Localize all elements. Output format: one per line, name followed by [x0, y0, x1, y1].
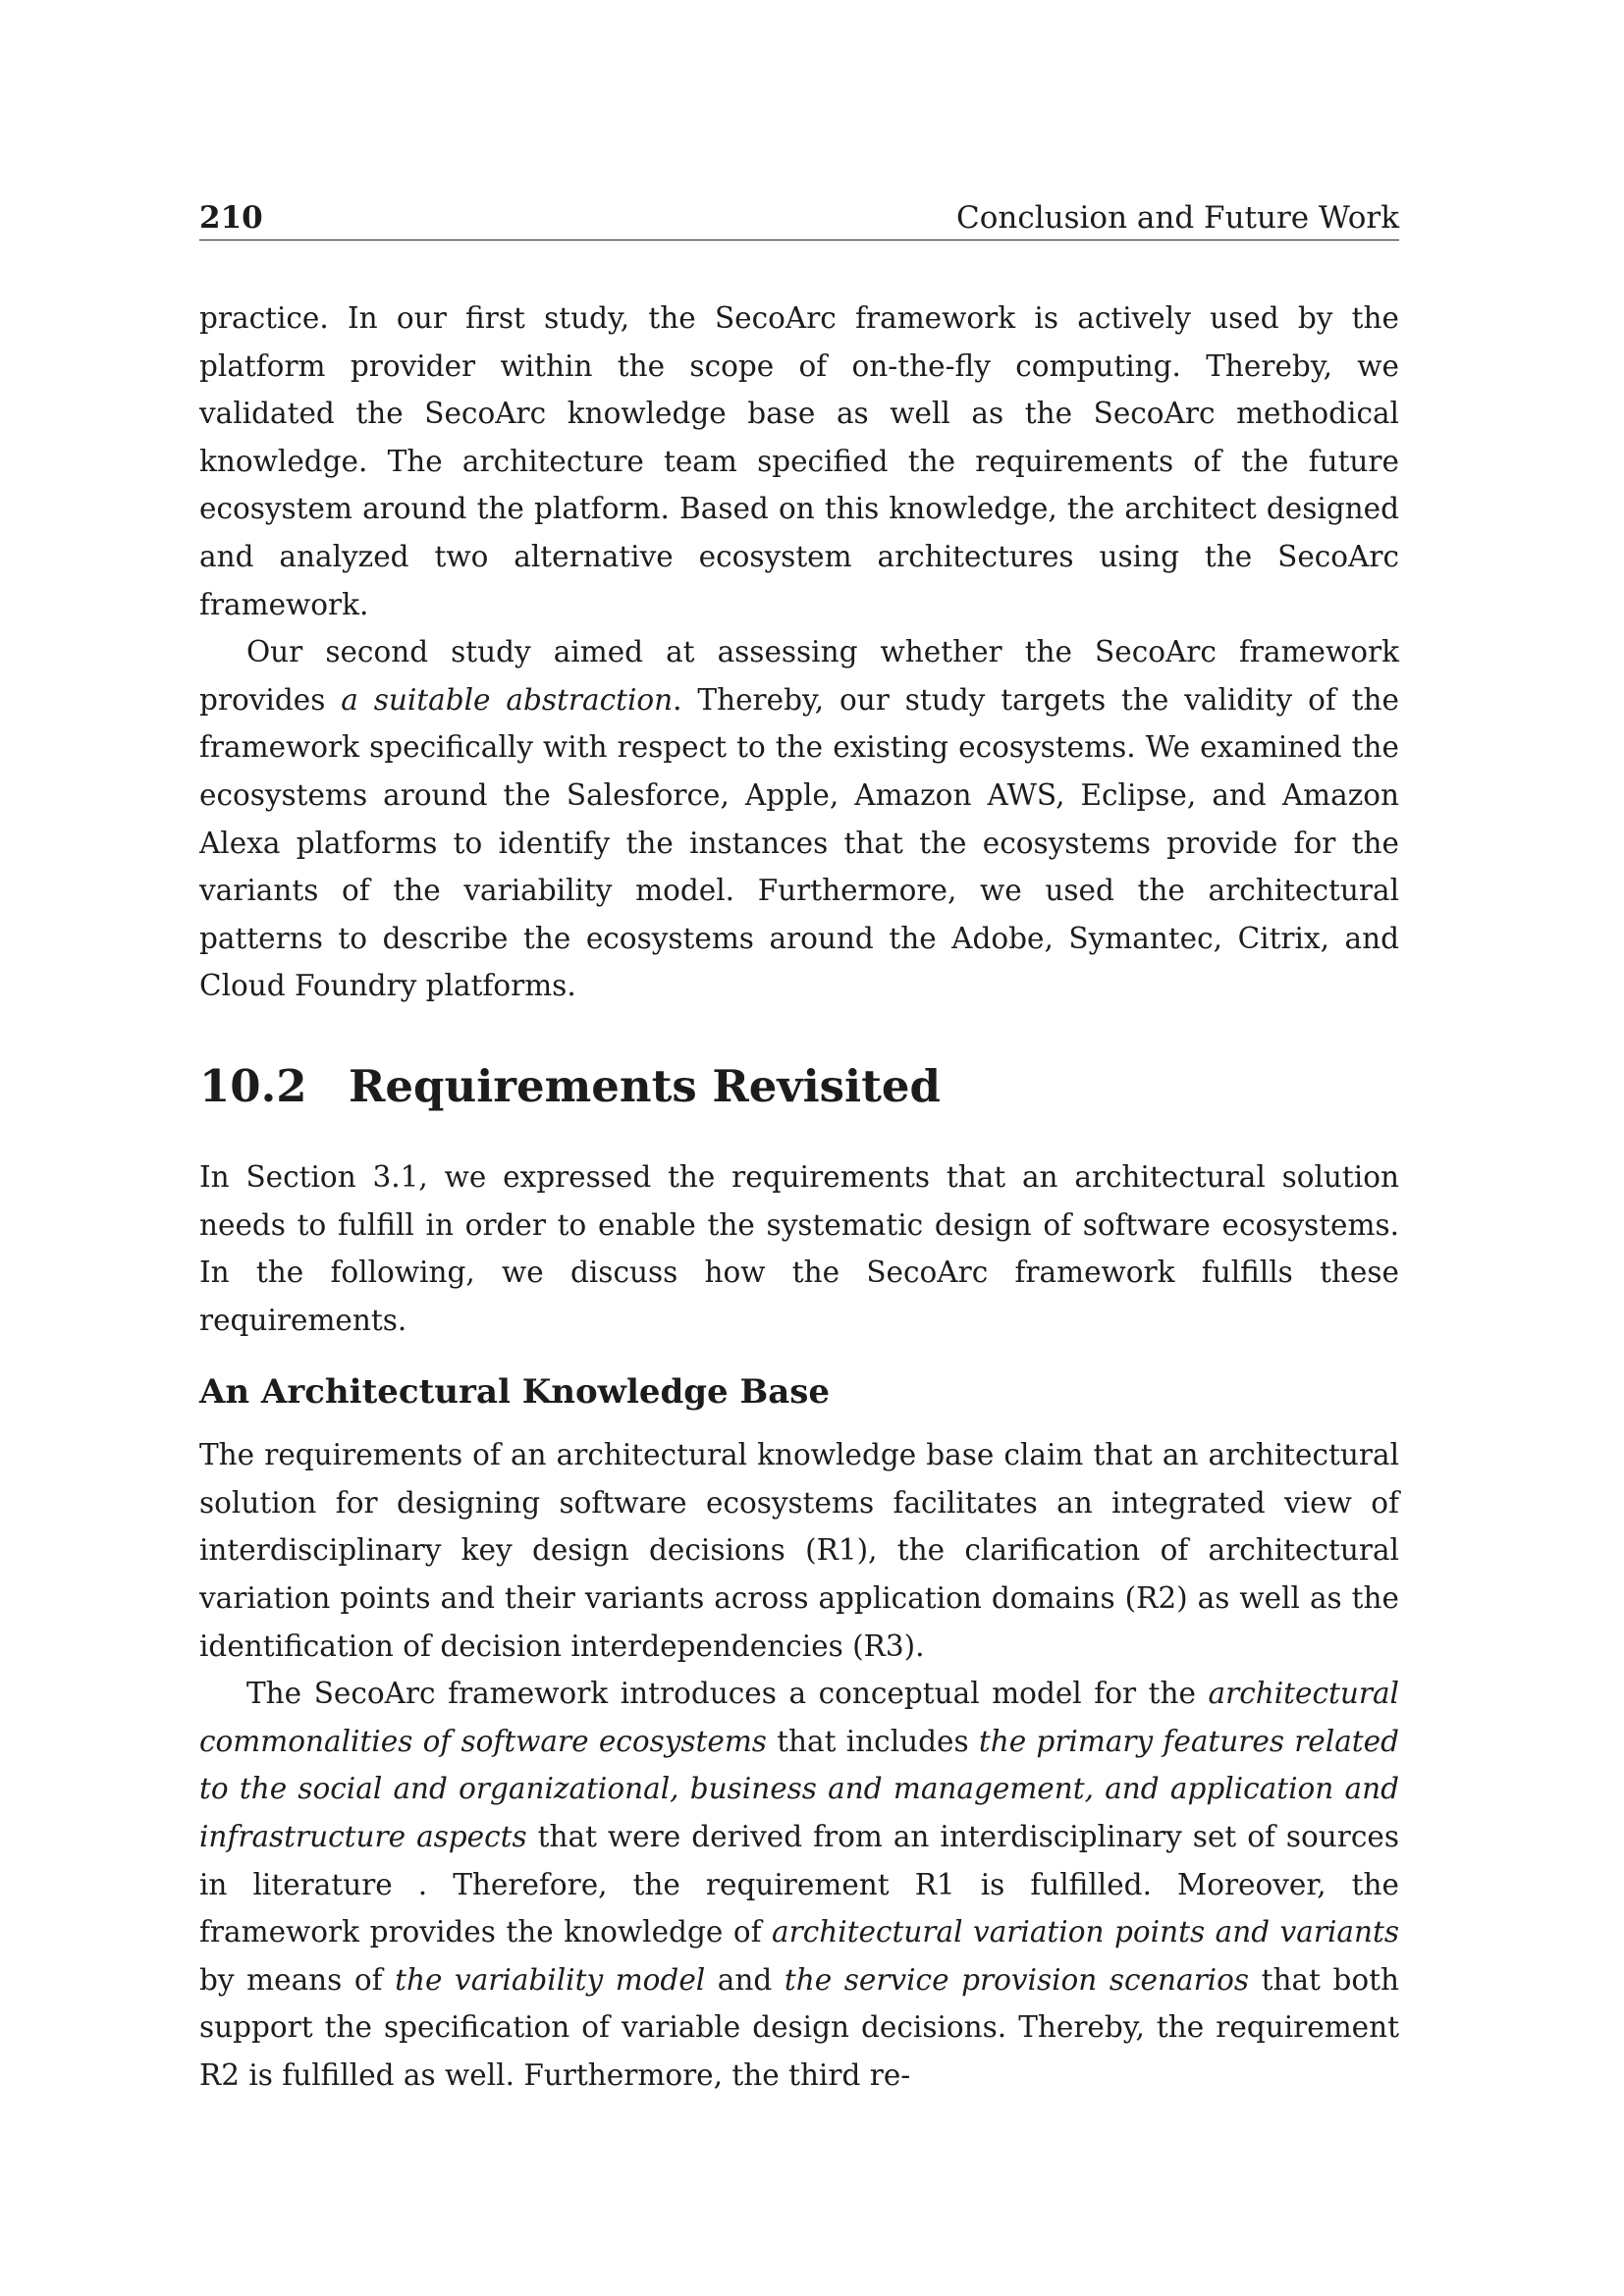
page-number: 210 [199, 200, 263, 236]
section-heading [199, 1059, 1399, 1134]
paragraph: In Section 3.1, we expressed the requirements that an architectural solution needs to fulfill in order to enable the systematic design of software ecosystems. In the following, we discuss how the SecoArc framework fulfills these requirements. [199, 1159, 1399, 1337]
running-header [199, 196, 1399, 240]
paragraph: Our second study aimed at assessing whether the SecoArc framework provides a suitable abstraction. Thereby, our study targets the validity of the framework specifically with respect to the existing ecosystems. We examined the ecosystems around the Salesforce, Apple, Amazon AWS, Eclipse, and Amazon Alexa platforms to identify the instances that the ecosystems provide for the variants of the variability model. Furthermore, we used the architectural patterns to describe the ecosystems around the Adobe, Symantec, Citrix, and Cloud Foundry platforms. [199, 635, 1399, 1003]
paragraph: The SecoArc framework introduces a conceptual model for the architectural commonalities of software ecosystems that includes the primary features related to the social and organizational, business and management, and application and infrastructure aspects that were derived from an interdisciplinary set of sources in literature . Therefore, the requirement R1 is fulfilled. Moreover, the framework provides the knowledge of architectural variation points and variants by means of the variability model and the service provision scenarios that both support the specification of variable design decisions. Thereby, the requirement R2 is fulfilled as well. Furthermore, the third re- [199, 1677, 1399, 2092]
paragraph: practice. In our first study, the SecoArc framework is actively used by the platform provider within the scope of on-the-fly computing. Thereby, we validated the SecoArc knowledge base as well as the SecoArc methodical knowledge. The architecture team specified the requirements of the future ecosystem around the platform. Based on this knowledge, the architect designed and analyzed two alternative ecosystem architectures using the SecoArc framework. [199, 301, 1399, 621]
subsection-heading: An Architectural Knowledge Base [199, 1372, 831, 1413]
chapter-title: Conclusion and Future Work [956, 200, 1399, 236]
body-text [199, 294, 1399, 2100]
section-number: 10.2 [199, 1059, 307, 1112]
paragraph: The requirements of an architectural knowledge base claim that an architectural solution for designing software ecosystems facilitates an integrated view of interdisciplinary key design decisions (R1), the clarification of architectural variation points and their variants across application domains (R2) as well as the identification of decision interdependencies (R3). [199, 1438, 1399, 1663]
section-title: Requirements Revisited [349, 1059, 941, 1112]
